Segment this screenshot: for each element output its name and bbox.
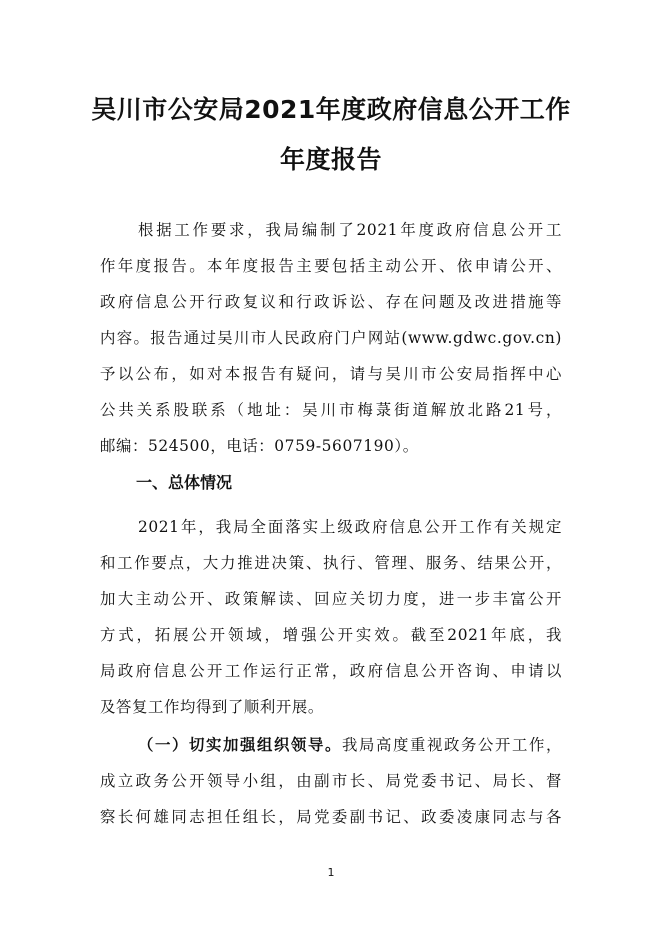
section-1-line: 局政府信息公开工作运行正常，政府信息公开咨询、申请以 — [100, 662, 562, 680]
section-1-line: 加大主动公开、政策解读、回应关切力度，进一步丰富公开 — [100, 590, 562, 608]
section-1-paragraph — [100, 509, 562, 725]
subsection-1-line: 成立政务公开领导小组，由副市长、局党委书记、局长、督 — [100, 772, 562, 790]
section-1-line: 及答复工作均得到了顺利开展。 — [100, 698, 324, 716]
intro-line: 内容。报告通过吴川市人民政府门户网站(www.gdwc.gov.cn) — [100, 329, 562, 347]
document-title-line-1: 吴川市公安局2021年度政府信息公开工作 — [91, 95, 571, 124]
subsection-1-first-line — [100, 727, 562, 763]
subsection-1-line: 察长何雄同志担任组长，局党委副书记、政委凌康同志与各 — [100, 808, 562, 826]
intro-line: 予以公布，如对本报告有疑问，请与吴川市公安局指挥中心 — [100, 365, 562, 383]
section-1-line: 2021年，我局全面落实上级政府信息公开工作有关规定 — [138, 518, 562, 536]
section-1-line: 方式，拓展公开领域，增强公开实效。截至2021年底，我 — [100, 626, 562, 644]
intro-paragraph — [100, 212, 562, 464]
section-1-heading: 一、总体情况 — [136, 473, 233, 492]
intro-line: 作年度报告。本年度报告主要包括主动公开、依申请公开、 — [100, 257, 562, 275]
subsection-1-paragraph — [100, 727, 562, 835]
intro-line: 政府信息公开行政复议和行政诉讼、存在问题及改进措施等 — [100, 293, 562, 311]
intro-line: 公共关系股联系（地址：吴川市梅菉街道解放北路21号， — [100, 401, 562, 419]
document-title-line-2: 年度报告 — [279, 145, 382, 174]
subsection-1-first-line-text: 我局高度重视政务公开工作， — [342, 736, 562, 754]
intro-line: 根据工作要求，我局编制了2021年度政府信息公开工 — [138, 221, 562, 239]
section-1-line: 和工作要点，大力推进决策、执行、管理、服务、结果公开， — [100, 554, 562, 572]
subsection-1-heading: （一）切实加强组织领导。 — [138, 736, 342, 754]
page-number: 1 — [327, 866, 335, 879]
intro-line: 邮编：524500，电话：0759-5607190）。 — [100, 437, 419, 455]
